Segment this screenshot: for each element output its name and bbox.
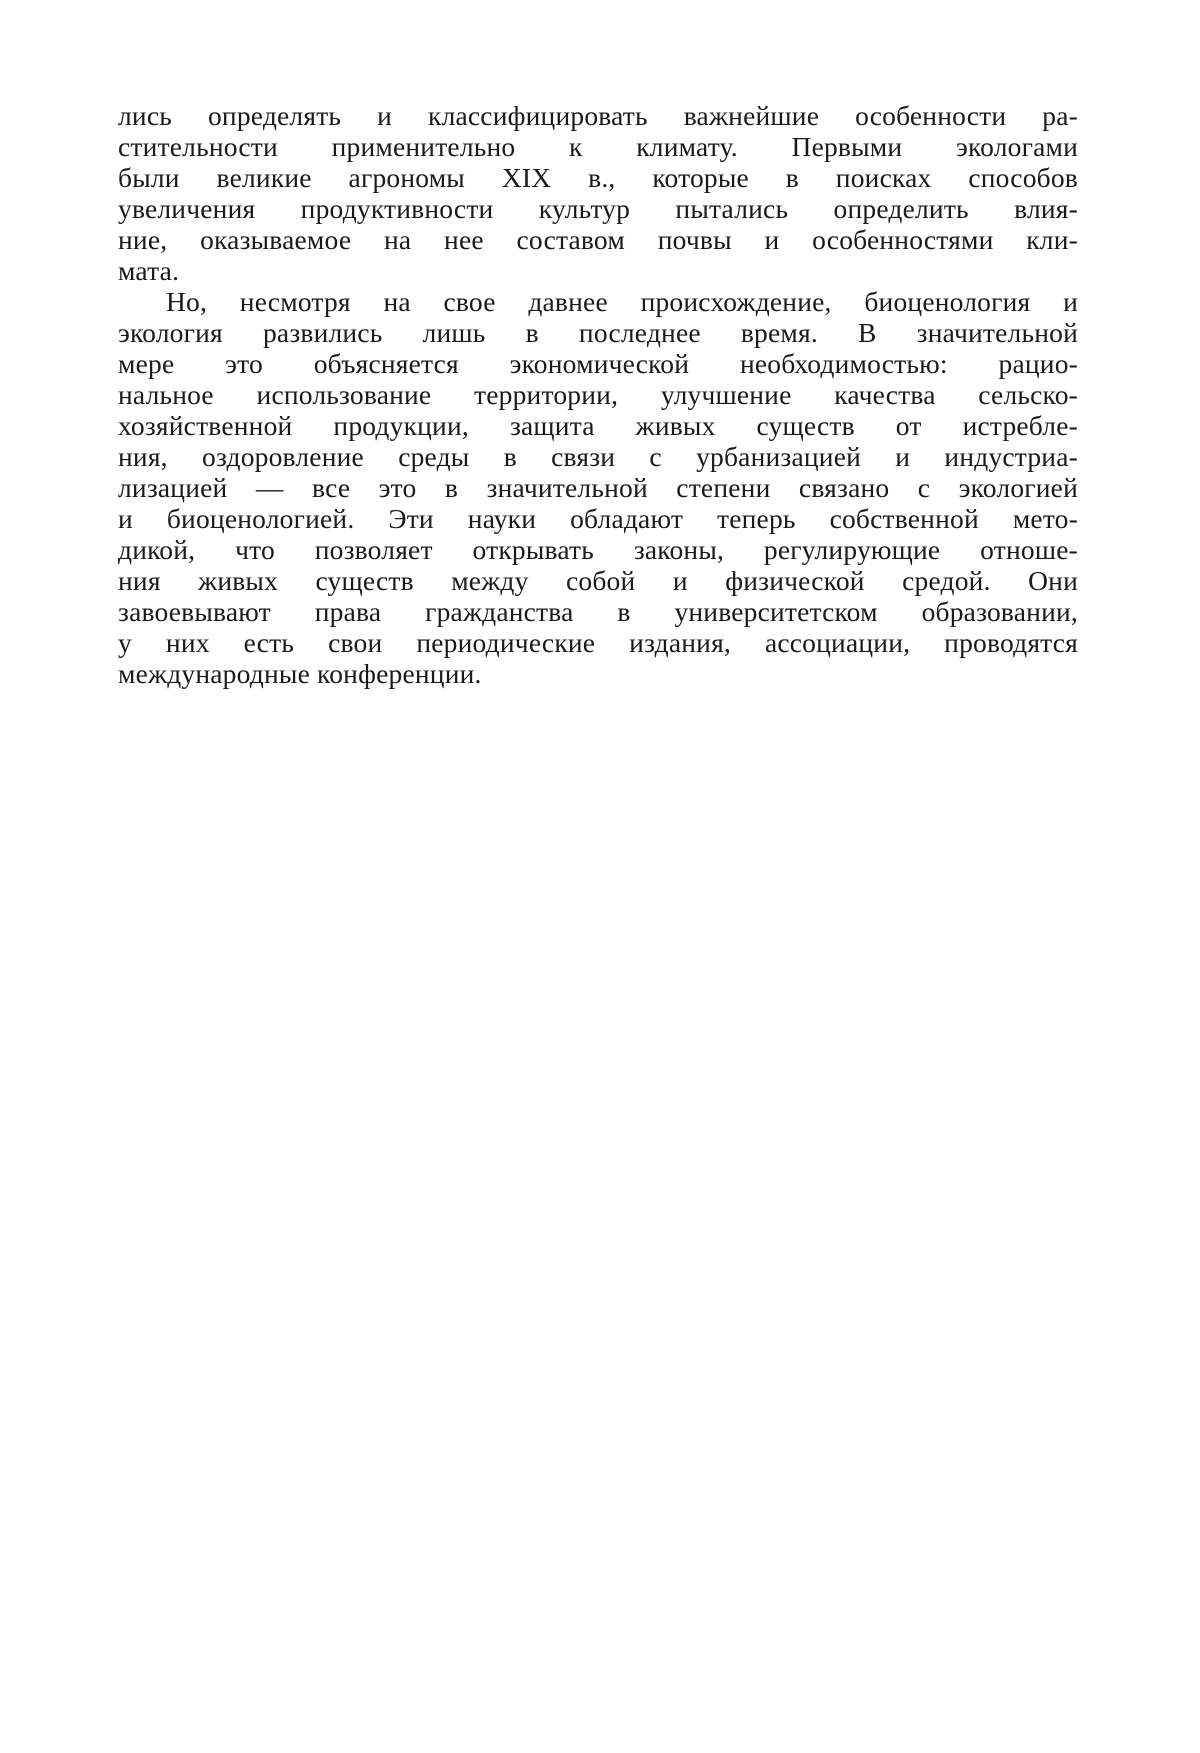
text-line: были великие агрономы XIX в., которые в поисках способов <box>118 162 1078 193</box>
text-line: завоевывают права гражданства в университетском образовании, <box>118 596 1078 627</box>
text-line: ние, оказываемое на нее составом почвы и особенностями кли- <box>118 224 1078 255</box>
text-line: хозяйственной продукции, защита живых существ от истребле- <box>118 410 1078 441</box>
text-line: дикой, что позволяет открывать законы, регулирующие отноше- <box>118 534 1078 565</box>
text-line: мере это объясняется экономической необходимостью: рацио- <box>118 348 1078 379</box>
text-line: стительности применительно к климату. Первыми экологами <box>118 131 1078 162</box>
text-line: ния живых существ между собой и физической средой. Они <box>118 565 1078 596</box>
text-line: увеличения продуктивности культур пытались определить влия- <box>118 193 1078 224</box>
text-line: лизацией — все это в значительной степени связано с экологией <box>118 472 1078 503</box>
text-line: ния, оздоровление среды в связи с урбанизацией и индустриа- <box>118 441 1078 472</box>
body-text <box>118 100 1078 689</box>
text-line: у них есть свои периодические издания, ассоциации, проводятся <box>118 627 1078 658</box>
text-line: лись определять и классифицировать важнейшие особенности ра- <box>118 100 1078 131</box>
text-line: международные конференции. <box>118 658 482 689</box>
text-line: мата. <box>118 255 180 286</box>
text-line: Но, несмотря на свое давнее происхождение, биоценология и <box>166 286 1078 317</box>
text-line: экология развились лишь в последнее время. В значительной <box>118 317 1078 348</box>
text-line: нальное использование территории, улучшение качества сельско- <box>118 379 1078 410</box>
text-line: и биоценологией. Эти науки обладают теперь собственной мето- <box>118 503 1078 534</box>
